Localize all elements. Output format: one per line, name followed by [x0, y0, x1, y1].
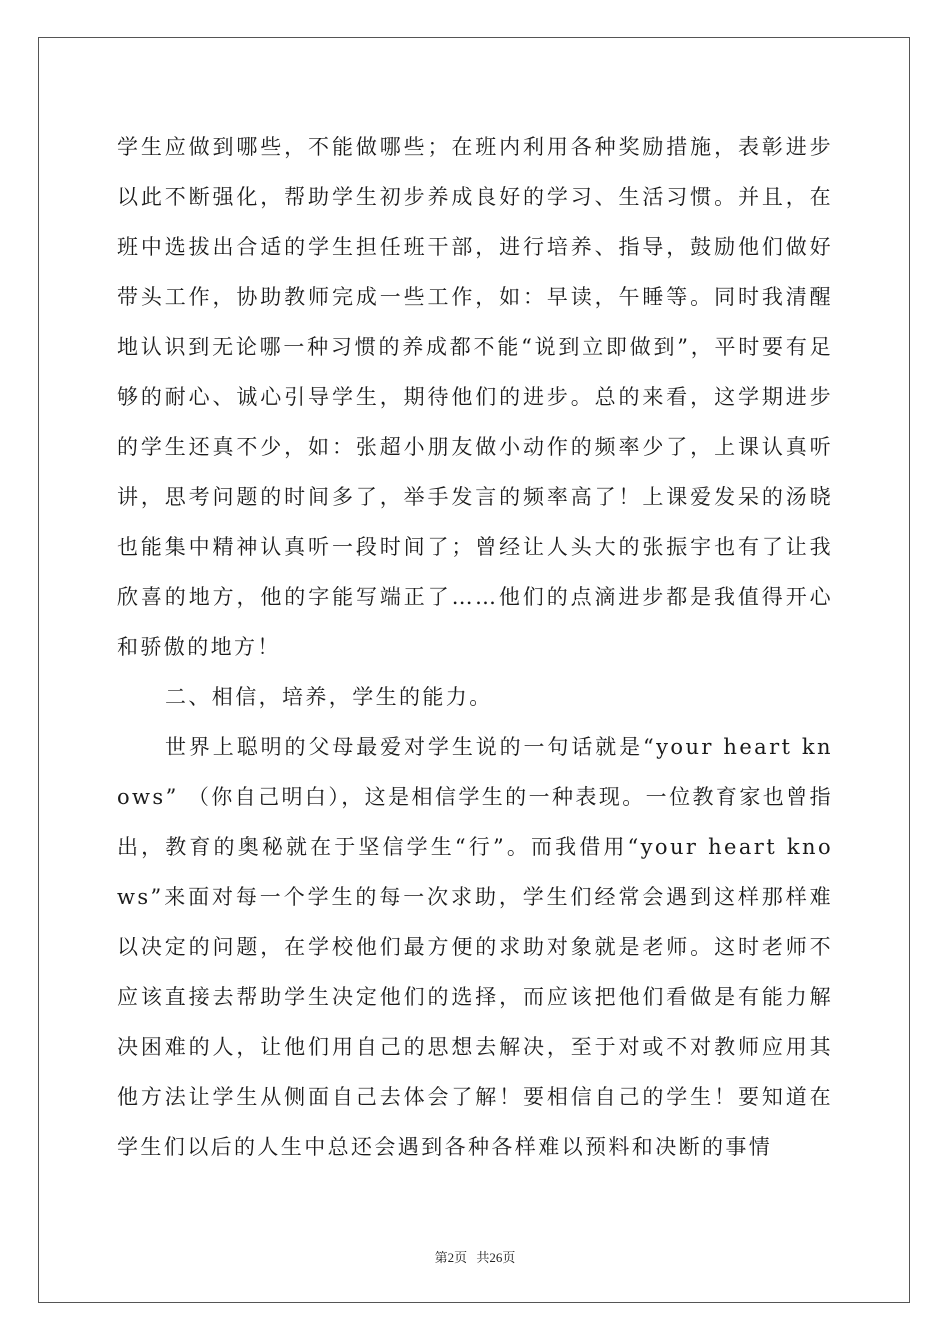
- document-body: [117, 122, 833, 1172]
- section-heading-two: 二、相信，培养，学生的能力。: [165, 685, 493, 709]
- page-number: 第2页: [434, 1250, 468, 1265]
- total-pages: 共26页: [476, 1250, 516, 1265]
- paragraph-habits: 学生应做到哪些，不能做哪些；在班内利用各种奖励措施，表彰进步以此不断强化，帮助学生初步养成良好的学习、生活习惯。并且，在班中选拔出合适的学生担任班干部，进行培养、指导，鼓励他们做好带头工作，协助教师完成一些工作，如：早读，午睡等。同时我清醒地认识到无论哪一种习惯的养成都不能“说到立即做到”，平时要有足够的耐心、诚心引导学生，期待他们的进步。总的来看，这学期进步的学生还真不少，如：张超小朋友做小动作的频率少了，上课认真听讲，思考问题的时间多了，举手发言的频率高了！上课爱发呆的汤晓也能集中精神认真听一段时间了；曾经让人头大的张振宇也有了让我欣喜的地方，他的字能写端正了……他们的点滴进步都是我值得开心和骄傲的地方！: [117, 135, 833, 659]
- page-footer: [0, 1247, 950, 1266]
- paragraph-trust: 世界上聪明的父母最爱对学生说的一句话就是“your heart knows” （你自己明白），这是相信学生的一种表现。一位教育家也曾指出，教育的奥秘就在于坚信学生“行”。而我借用“your heart knows”来面对每一个学生的每一次求助，学生们经常会遇到这样那样难以决定的问题，在学校他们最方便的求助对象就是老师。这时老师不应该直接去帮助学生决定他们的选择，而应该把他们看做是有能力解决困难的人，让他们用自己的思想去解决，至于对或不对教师应用其他方法让学生从侧面自己去体会了解！要相信自己的学生！要知道在学生们以后的人生中总还会遇到各种各样难以预料和决断的事情: [117, 735, 833, 1159]
